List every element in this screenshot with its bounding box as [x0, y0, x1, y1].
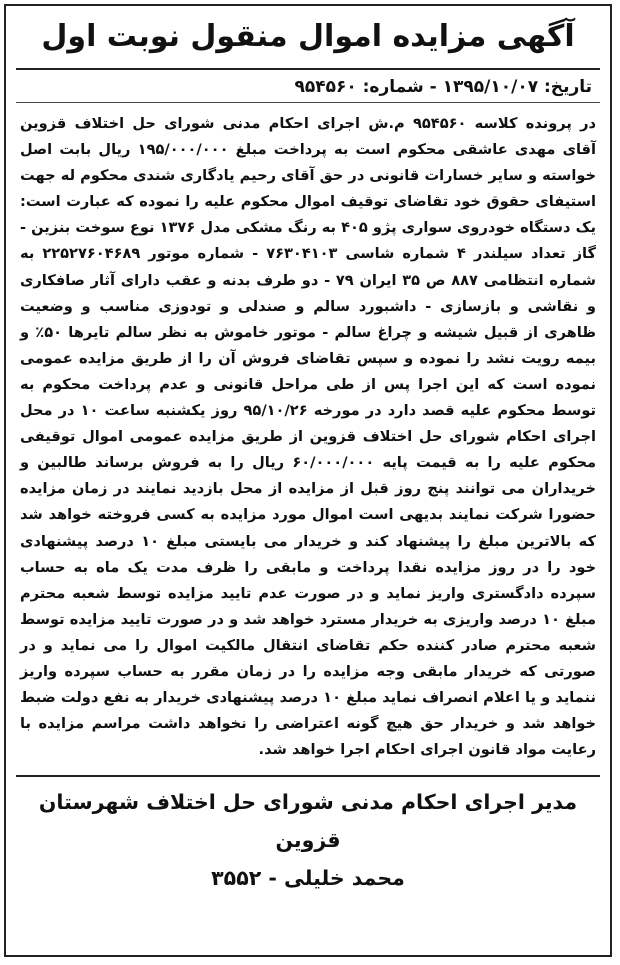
- notice-body: در پرونده کلاسه ۹۵۴۵۶۰ م.ش اجرای احکام مدنی شورای حل اختلاف قزوین آقای مهدی عاشقی محکوم است به پرداخت مبلغ ۱۹۵/۰۰۰/۰۰۰ ریال بابت اصل خواسته و سایر خسارات قانونی در حق آقای رحیم یادگاری شندی محکوم له جهت استیفای حقوق خود تقاضای توقیف اموال محکوم علیه را نموده که عبارت است: یک دستگاه خودروی سواری پژو ۴۰۵ به رنگ مشکی مدل ۱۳۷۶ نوع سوخت بنزین - گاز تعداد سیلندر ۴ شماره شاسی ۷۶۳۰۴۱۰۳ - شماره موتور ۲۲۵۲۷۶۰۴۶۸۹ به شماره انتظامی ۸۸۷ ص ۳۵ ایران ۷۹ - دو طرف بدنه و عقب دارای آثار صافکاری و نقاشی و بازسازی - داشبورد سالم و صندلی و تودوزی مناسب و وضعیت ظاهری از قبیل شیشه و چراغ سالم - موتور خاموش به نظر سالم تایرها ۵۰٪ و بیمه رویت نشد را نموده و سپس تقاضای فروش آن را از طریق مزایده عمومی نموده است که این اجرا پس از طی مراحل قانونی و عدم پرداخت محکوم به توسط محکوم علیه قصد دارد در مورخه ۹۵/۱۰/۲۶ روز یکشنبه ساعت ۱۰ در محل اجرای احکام شورای حل اختلاف قزوین از طریق مزایده عمومی اموال توقیفی محکوم علیه را به قیمت پایه ۶۰/۰۰۰/۰۰۰ ریال را به فروش برساند طالبین و خریداران می توانند پنج روز قبل از مزایده از محل بازدید نمایند در زمان مزایده حضورا شرکت نمایند بدیهی است اموال مورد مزایده به کسی فروخته خواهد شد که بالاترین مبلغ را پیشنهاد کند و خریدار می بایستی مبلغ ۱۰ درصد پیشنهادی خود را در روز مزایده نقدا پرداخت و مابقی را ظرف مدت یک ماه به حساب سپرده دادگستری واریز نماید و در صورت عدم تایید مزایده توسط شعبه محترم مبلغ ۱۰ درصد واریزی به خریدار مسترد خواهد شد و در صورت تایید مزایده توسط شعبه محترم صادر کننده حکم تقاضای انتقال مالکیت اموال را می نماید و در صورتی که خریدار مابقی وجه مزایده را در زمان مقرر به حساب سپرده واریز ننماید و یا اعلام انصراف نماید مبلغ ۱۰ درصد پیشنهادی خریدار به نفع دولت ضبط خواهد شد و خریدار حق هیچ گونه اعتراضی را نخواهد داشت مراسم مزایده با رعایت مواد قانون اجرای احکام اجرا خواهد شد.: [20, 115, 597, 759]
- signature-office: مدیر اجرای احکام مدنی شورای حل اختلاف شهرستان قزوین: [38, 790, 578, 853]
- signature-name: محمد خلیلی - ۳۵۵۲: [211, 866, 405, 891]
- notice-dateline: تاریخ: ۱۳۹۵/۱۰/۰۷ - شماره: ۹۵۴۵۶۰: [294, 77, 592, 97]
- auction-notice: [4, 4, 612, 957]
- notice-signature: [6, 777, 610, 897]
- dateline-divider: [16, 102, 600, 103]
- notice-title: آگهی مزایده اموال منقول نوبت اول: [41, 19, 575, 54]
